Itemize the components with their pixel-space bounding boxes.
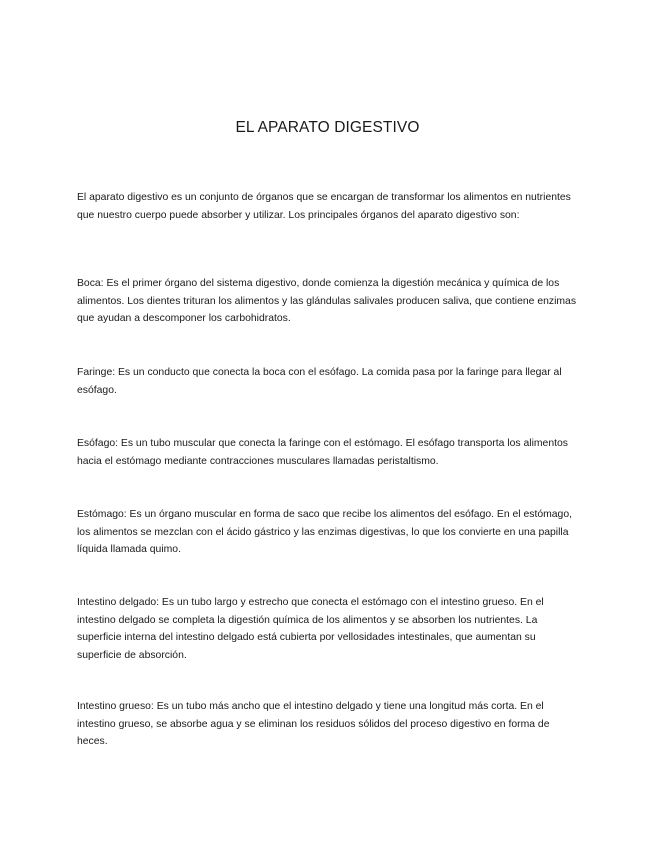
paragraph-intestino-grueso: Intestino grueso: Es un tubo más ancho que el intestino delgado y tiene una longitud más corta. En el intestino grueso, se absorbe agua y se eliminan los residuos sólidos del proceso digestivo en forma de heces. [77,701,550,748]
paragraph-intro: El aparato digestivo es un conjunto de órganos que se encargan de transformar los alimentos en nutrientes que nuestro cuerpo puede absorber y utilizar. Los principales órganos del aparato digestivo son: [77,192,571,221]
paragraph-esofago: Esófago: Es un tubo muscular que conecta la faringe con el estómago. El esófago transporta los alimentos hacia el estómago mediante contracciones musculares llamadas peristaltismo. [77,438,568,467]
paragraph-faringe: Faringe: Es un conducto que conecta la boca con el esófago. La comida pasa por la faringe para llegar al esófago. [77,367,562,396]
document-title: EL APARATO DIGESTIVO [235,119,420,136]
paragraph-boca: Boca: Es el primer órgano del sistema digestivo, donde comienza la digestión mecánica y química de los alimentos. Los dientes trituran los alimentos y las glándulas salivales producen saliva, que contiene enzimas que ayudan a descomponer los carbohidratos. [77,278,577,325]
paragraph-intestino-delgado: Intestino delgado: Es un tubo largo y estrecho que conecta el estómago con el intestino grueso. En el intestino delgado se completa la digestión química de los alimentos y se absorben los nutrientes. La superficie interna del intestino delgado está cubierta por vellosidades intestinales, que aumentan su superficie de absorción. [77,597,544,661]
paragraph-estomago: Estómago: Es un órgano muscular en forma de saco que recibe los alimentos del esófago. En el estómago, los alimentos se mezclan con el ácido gástrico y las enzimas digestivas, lo que los convierte en una papilla líquida llamada quimo. [77,509,572,556]
